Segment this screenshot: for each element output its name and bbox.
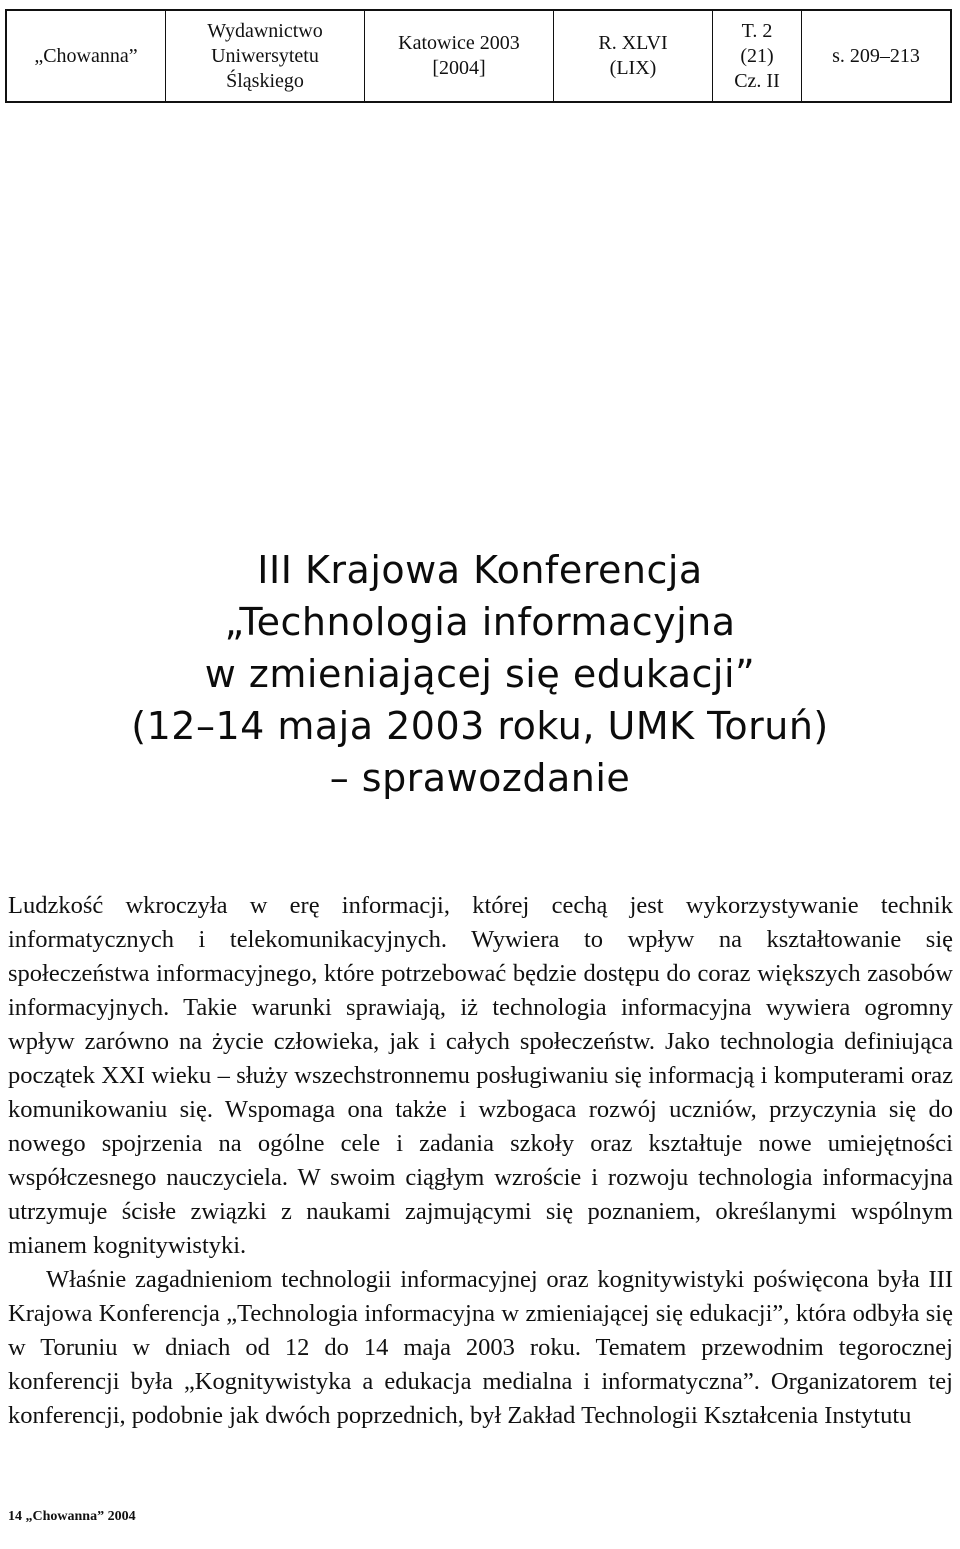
header-publisher: Wydawnictwo Uniwersytetu Śląskiego [166, 10, 365, 102]
header-volume-year: R. XLVI (LIX) [554, 10, 713, 102]
header-journal-name: „Chowanna” [6, 10, 166, 102]
title-line: w zmieniającej się edukacji” [204, 652, 756, 696]
page-footer: 14 „Chowanna” 2004 [8, 1509, 136, 1524]
journal-header-table [5, 9, 952, 103]
header-place-year: Katowice 2003 [2004] [365, 10, 554, 102]
title-line: (12–14 maja 2003 roku, UMK Toruń) [131, 704, 829, 748]
article-body [8, 889, 953, 1433]
title-line: – sprawozdanie [329, 756, 631, 800]
body-paragraph: Ludzkość wkroczyła w erę informacji, której cechą jest wykorzystywanie technik informatycznych i telekomunikacyjnych. Wywiera to wpływ na kształtowanie się społeczeństwa informacyjnego, które potrzebować będzie dostępu do coraz większych zasobów informacyjnych. Takie warunki sprawiają, iż technologia informacyjna wywiera ogromny wpływ zarówno na życie człowieka, jak i całych społeczeństw. Jako technologia definiująca początek XXI wieku – służy wszechstronnemu posługiwaniu się informacją i komputerami oraz komunikowaniu się. Wspomaga ona także i wzbogaca rozwój uczniów, przyczynia się do nowego spojrzenia na ogólne cele i zadania szkoły oraz kształtuje nowe umiejętności współczesnego nauczyciela. W swoim ciągłym wzroście i rozwoju technologia informacyjna utrzymuje ścisłe związki z naukami zajmującymi się poznaniem, określanymi wspólnym mianem kognitywistyki. [8, 892, 953, 1259]
body-paragraph: Właśnie zagadnieniom technologii informacyjnej oraz kognitywistyki poświęcona była III Krajowa Konferencja „Technologia informacyjna w zmieniającej się edukacji”, która odbyła się w Toruniu w dniach od 12 do 14 maja 2003 roku. Tematem przewodnim tegorocznej konferencji była „Kognitywistyka a edukacja medialna i informatyczna”. Organizatorem tej konferencji, podobnie jak dwóch poprzednich, był Zakład Technologii Kształcenia Instytutu [8, 1266, 953, 1429]
header-pages: s. 209–213 [802, 10, 952, 102]
title-line: „Technologia informacyjna [224, 600, 736, 644]
title-line: III Krajowa Konferencja [257, 548, 703, 592]
article-title [0, 544, 960, 804]
header-tome-part: T. 2 (21) Cz. II [713, 10, 802, 102]
